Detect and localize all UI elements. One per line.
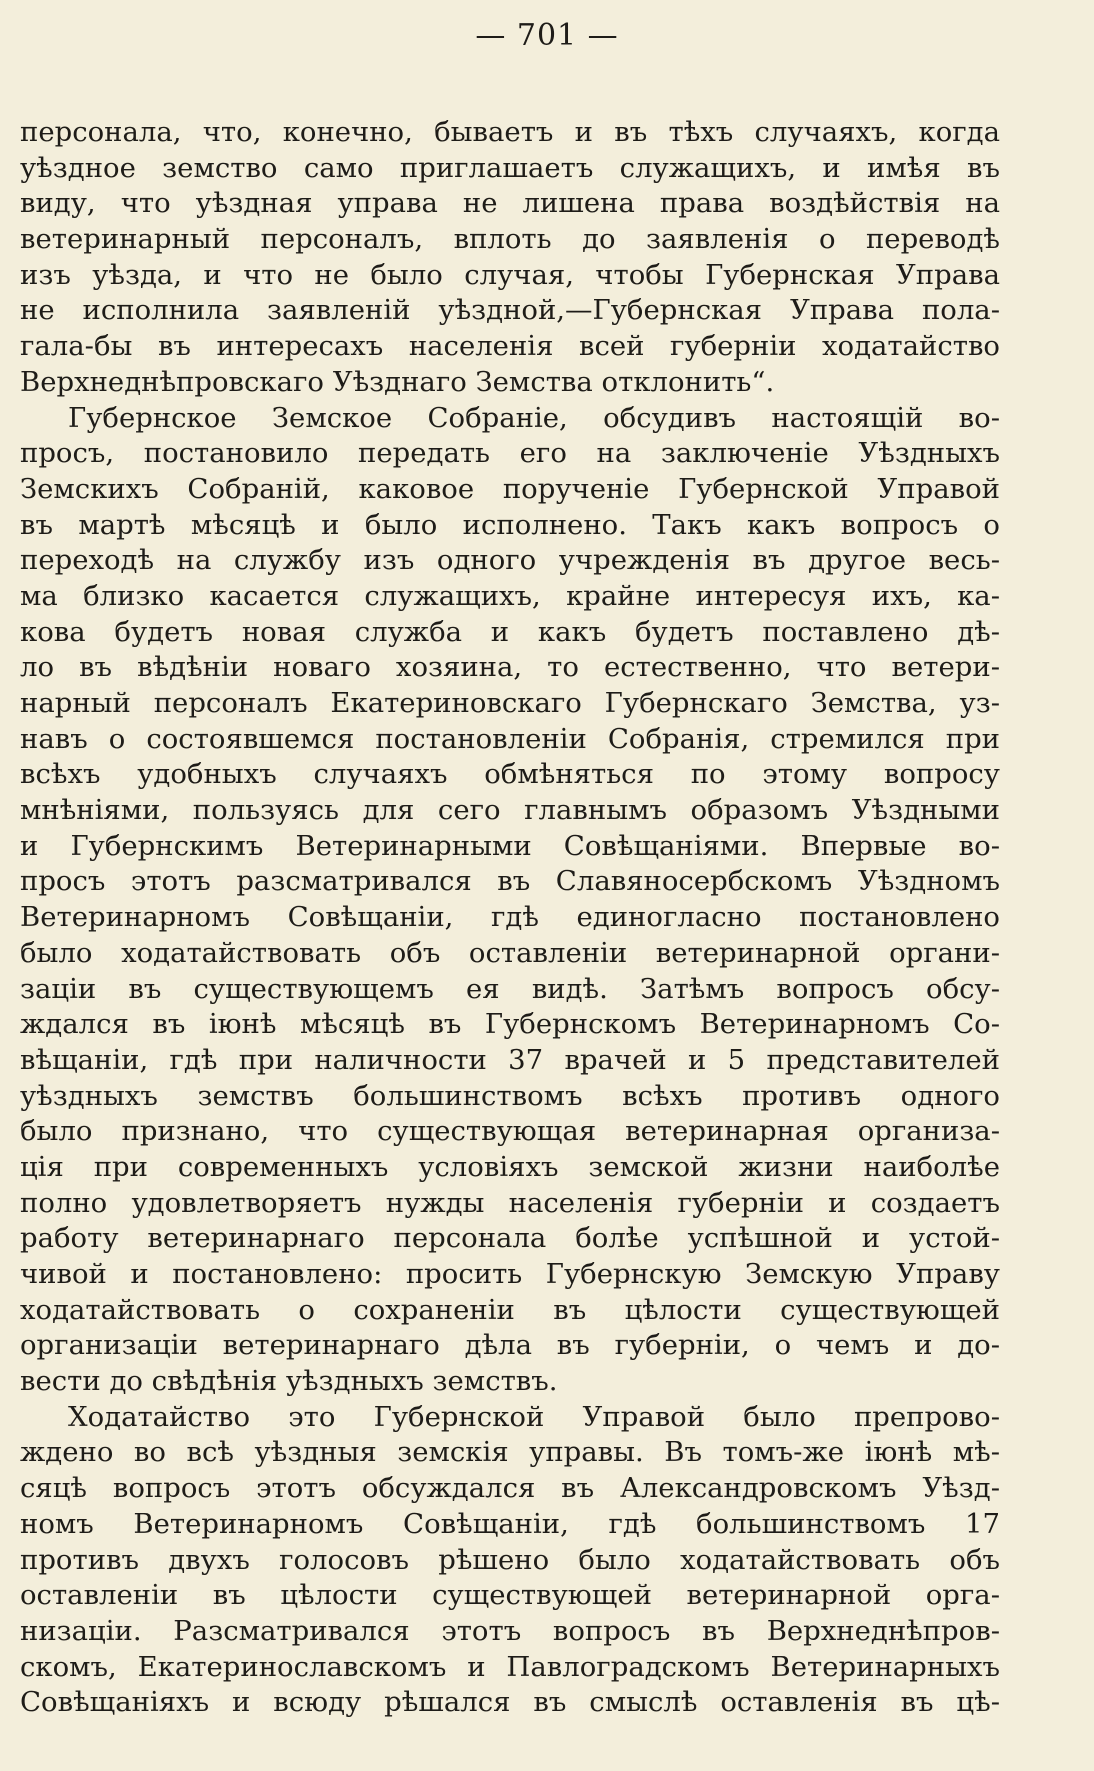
- text-line: переходѣ на службу изъ одного учрежденія въ другое весь-: [20, 544, 1000, 577]
- text-line: ждался въ іюнѣ мѣсяцѣ въ Губернскомъ Ветеринарномъ Со-: [20, 1008, 1000, 1041]
- text-line: всѣхъ удобныхъ случаяхъ обмѣняться по этому вопросу: [20, 758, 1000, 791]
- text-line: Губернское Земское Собраніе, обсудивъ настоящій во-: [68, 401, 1000, 434]
- text-line: персонала, что, конечно, бываетъ и въ тѣхъ случаяхъ, когда: [20, 116, 1000, 148]
- text-line: просъ этотъ разсматривался въ Славяносербскомъ Уѣздномъ: [20, 865, 1000, 898]
- text-line: уѣздныхъ земствъ большинствомъ всѣхъ противъ одного: [20, 1079, 1000, 1112]
- text-line: чивой и постановлено: просить Губернскую Земскую Управу: [20, 1258, 1000, 1290]
- text-line: въ мартѣ мѣсяцѣ и было исполнено. Такъ какъ вопросъ о: [20, 508, 1000, 541]
- text-line: виду, что уѣздная управа не лишена права воздѣйствія на: [20, 187, 1000, 220]
- text-line: изъ уѣзда, и что не было случая, чтобы Губернская Управа: [20, 258, 1000, 291]
- text-line: уѣздное земство само приглашаетъ служащихъ, и имѣя въ: [20, 151, 1000, 184]
- text-line: ція при современныхъ условіяхъ земской жизни наиболѣе: [20, 1150, 1000, 1183]
- text-line: ма близко касается служащихъ, крайне интересуя ихъ, ка-: [20, 579, 1000, 612]
- text-line: кова будетъ новая служба и какъ будетъ поставлено дѣ-: [20, 615, 1000, 648]
- text-line: Верхнеднѣпровскаго Уѣзднаго Земства отклонить“.: [20, 365, 775, 398]
- text-line: Совѣщаніяхъ и всюду рѣшался въ смыслѣ оставленія въ цѣ-: [20, 1686, 1000, 1719]
- text-line: ходатайствовать о сохраненіи въ цѣлости существующей: [20, 1293, 1000, 1326]
- text-line: оставленіи въ цѣлости существующей ветеринарной орга-: [20, 1579, 1000, 1612]
- text-line: нарный персоналъ Екатериновскаго Губернскаго Земства, уз-: [20, 687, 1000, 719]
- text-line: ло въ вѣдѣніи новаго хозяина, то естественно, что ветери-: [20, 651, 1000, 684]
- text-line: полно удовлетворяетъ нужды населенія губерніи и создаетъ: [20, 1186, 1000, 1219]
- text-line: Ветеринарномъ Совѣщаніи, гдѣ единогласно постановлено: [20, 901, 1000, 934]
- text-line: мнѣніями, пользуясь для сего главнымъ образомъ Уѣздными: [20, 794, 1000, 827]
- text-line: навъ о состоявшемся постановленіи Собранія, стремился при: [20, 722, 1000, 755]
- text-line: ветеринарный персоналъ, вплоть до заявленія о переводѣ: [20, 223, 1000, 256]
- text-line: было признано, что существующая ветеринарная организа-: [20, 1115, 1000, 1148]
- text-line: номъ Ветеринарномъ Совѣщаніи, гдѣ большинствомъ 17: [20, 1507, 1000, 1540]
- text-line: гала-бы въ интересахъ населенія всей губерніи ходатайство: [20, 330, 1000, 363]
- text-line: скомъ, Екатеринославскомъ и Павлоградскомъ Ветеринарныхъ: [20, 1650, 1000, 1683]
- text-line: заціи въ существующемъ ея видѣ. Затѣмъ вопросъ обсу-: [20, 972, 1000, 1005]
- text-line: вести до свѣдѣнія уѣздныхъ земствъ.: [20, 1365, 558, 1398]
- paragraph: [20, 1400, 1000, 1721]
- text-line: работу ветеринарнаго персонала болѣе успѣшной и устой-: [20, 1222, 1000, 1255]
- paragraph: [20, 115, 1000, 401]
- text-line: и Губернскимъ Ветеринарными Совѣщаніями. Впервые во-: [20, 829, 1000, 862]
- text-line: организаціи ветеринарнаго дѣла въ губерніи, о чемъ и до-: [20, 1329, 1000, 1362]
- text-line: ждено во всѣ уѣздныя земскія управы. Въ томъ-же іюнѣ мѣ-: [20, 1436, 1000, 1469]
- text-line: Земскихъ Собраній, каковое порученіе Губернской Управой: [20, 472, 1000, 505]
- text-line: просъ, постановило передать его на заключеніе Уѣздныхъ: [20, 437, 1000, 470]
- text-line: вѣщаніи, гдѣ при наличности 37 врачей и 5 представителей: [20, 1043, 1000, 1076]
- body-text: [20, 115, 1000, 1721]
- text-line: низаціи. Разсматривался этотъ вопросъ въ Верхнеднѣпров-: [20, 1614, 1000, 1647]
- text-line: Ходатайство это Губернской Управой было препрово-: [68, 1400, 1000, 1433]
- paragraph: [20, 401, 1000, 1400]
- page-number: — 701 —: [475, 18, 619, 53]
- text-line: было ходатайствовать объ оставленіи ветеринарной органи-: [20, 936, 1000, 969]
- text-line: противъ двухъ голосовъ рѣшено было ходатайствовать объ: [20, 1543, 1000, 1576]
- text-line: не исполнила заявленій уѣздной,—Губернская Управа пола-: [20, 294, 1000, 327]
- text-line: сяцѣ вопросъ этотъ обсуждался въ Александровскомъ Уѣзд-: [20, 1472, 1000, 1505]
